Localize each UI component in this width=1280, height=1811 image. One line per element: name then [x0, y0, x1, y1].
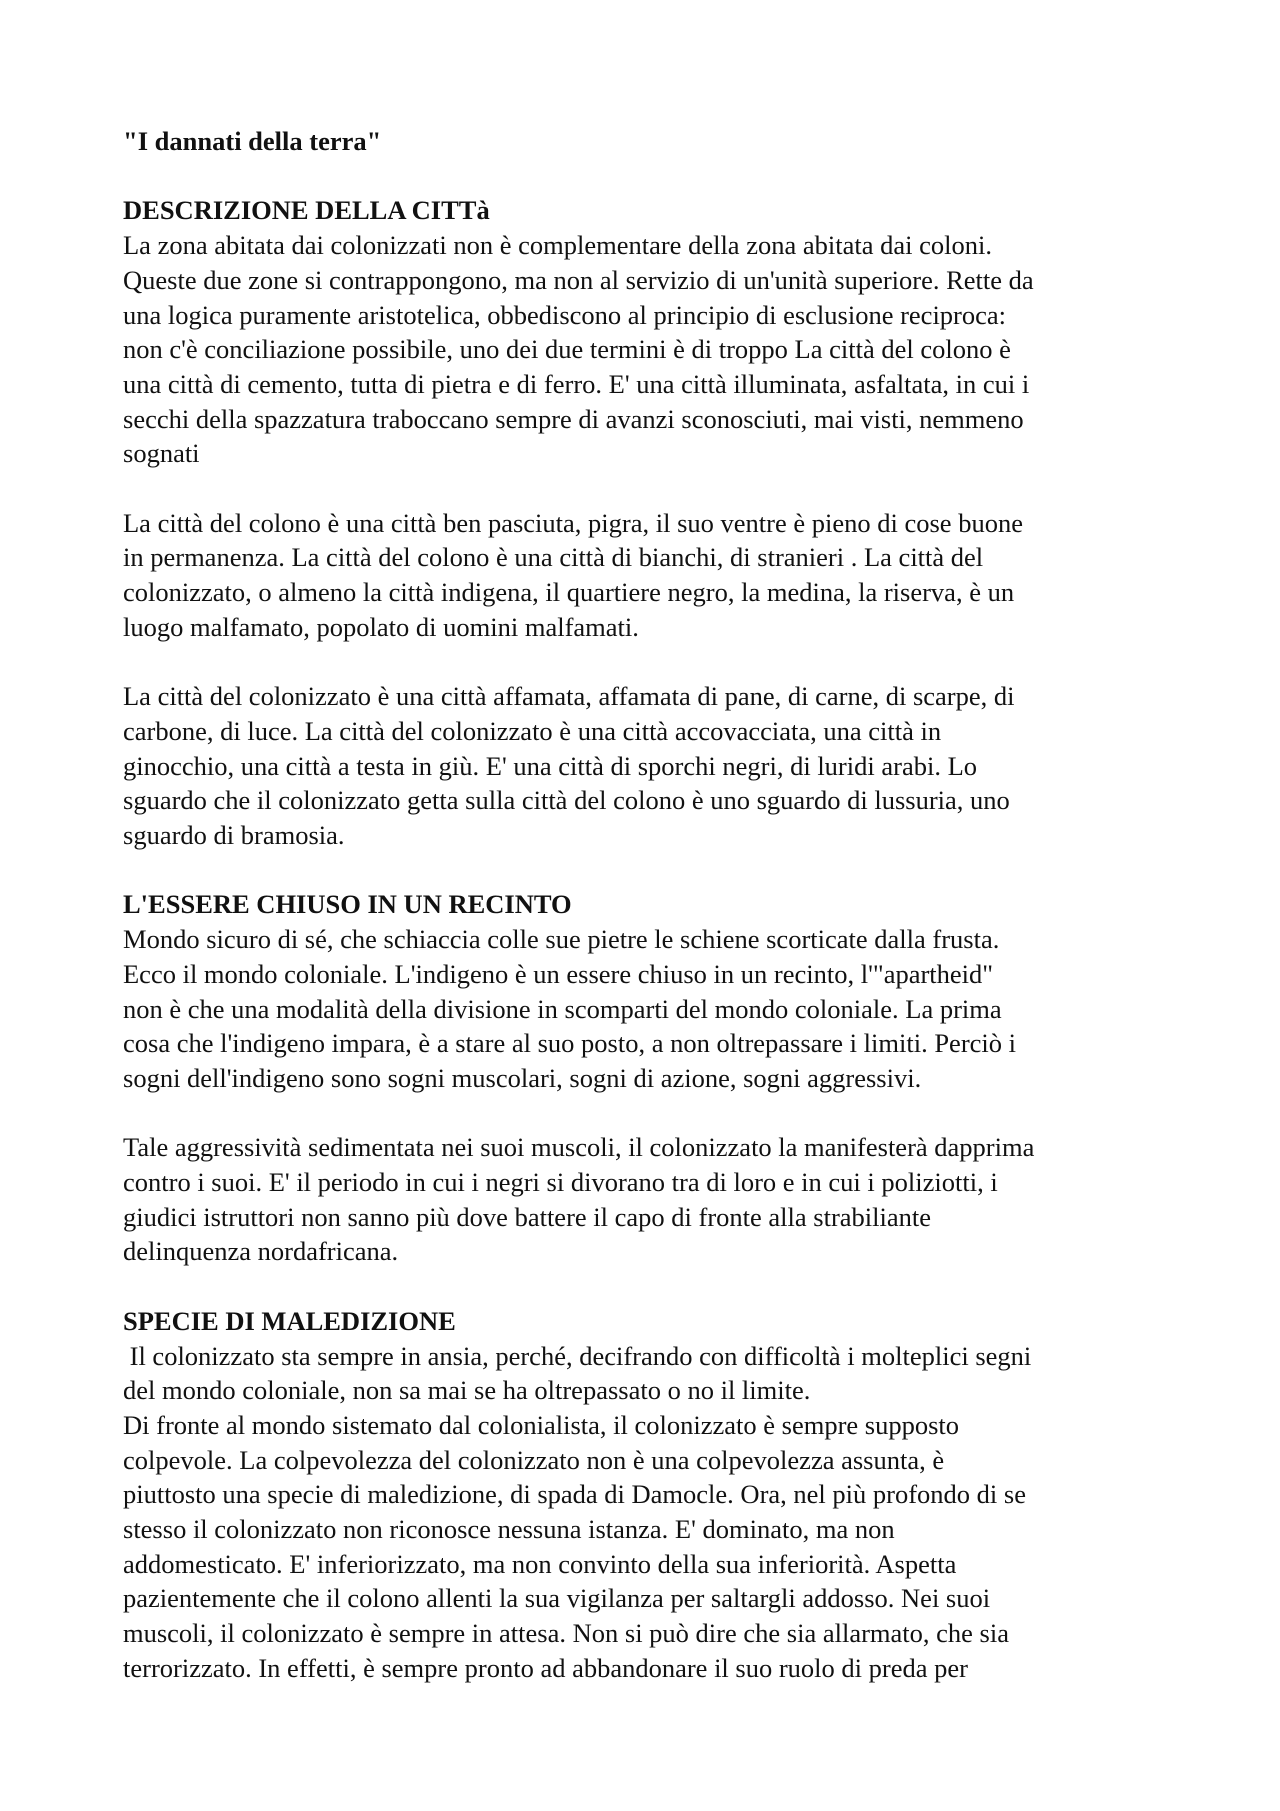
section-heading: SPECIE DI MALEDIZIONE — [123, 1305, 456, 1336]
text-line: in permanenza. La città del colono è una città di bianchi, di stranieri . La città del — [123, 542, 984, 573]
text-line: colpevole. La colpevolezza del colonizzato non è una colpevolezza assunta, è — [123, 1444, 945, 1475]
text-line: sguardo che il colonizzato getta sulla città del colono è uno sguardo di lussuria, uno — [123, 785, 1010, 816]
text-line: non è che una modalità della divisione in scomparti del mondo coloniale. La prima — [123, 993, 1002, 1024]
section — [123, 193, 1170, 887]
text-line: secchi della spazzatura traboccano sempre di avanzi sconosciuti, mai visti, nemmeno — [123, 403, 1024, 434]
section-heading: L'ESSERE CHIUSO IN UN RECINTO — [123, 889, 572, 920]
text-line: delinquenza nordafricana. — [123, 1236, 399, 1267]
text-line: luogo malfamato, popolato di uomini malfamati. — [123, 611, 639, 642]
text-line: sguardo di bramosia. — [123, 820, 345, 851]
text-line: La zona abitata dai colonizzati non è complementare della zona abitata dai coloni. — [123, 230, 992, 261]
text-line: colonizzato, o almeno la città indigena, il quartiere negro, la medina, la riserva, è un — [123, 577, 1015, 608]
document-body — [123, 193, 1170, 1685]
text-line: piuttosto una specie di maledizione, di spada di Damocle. Ora, nel più profondo di se — [123, 1479, 1026, 1510]
text-line: Il colonizzato sta sempre in ansia, perché, decifrando con difficoltà i molteplici segni — [123, 1340, 1032, 1371]
text-line: Queste due zone si contrappongono, ma non al servizio di un'unità superiore. Rette da — [123, 264, 1034, 295]
text-line: Mondo sicuro di sé, che schiaccia colle sue pietre le schiene scorticate dalla frusta. — [123, 924, 1000, 955]
paragraph — [123, 922, 1170, 1096]
paragraph — [123, 1130, 1170, 1269]
paragraph — [123, 1339, 1170, 1686]
text-line: Tale aggressività sedimentata nei suoi muscoli, il colonizzato la manifesterà dapprima — [123, 1132, 1035, 1163]
paragraph — [123, 679, 1170, 853]
text-line: una città di cemento, tutta di pietra e di ferro. E' una città illuminata, asfaltata, in cui i — [123, 368, 1030, 399]
text-line: La città del colono è una città ben pasciuta, pigra, il suo ventre è pieno di cose buone — [123, 507, 1023, 538]
text-line: muscoli, il colonizzato è sempre in attesa. Non si può dire che sia allarmato, che sia — [123, 1618, 1009, 1649]
text-line: carbone, di luce. La città del colonizzato è una città accovacciata, una città in — [123, 715, 942, 746]
text-line: stesso il colonizzato non riconosce nessuna istanza. E' dominato, ma non — [123, 1514, 895, 1545]
text-line: sognati — [123, 438, 200, 469]
document-title: "I dannati della terra" — [123, 126, 382, 156]
text-line: contro i suoi. E' il periodo in cui i negri si divorano tra di loro e in cui i poliziotti, i — [123, 1167, 998, 1198]
text-line: non c'è conciliazione possibile, uno dei due termini è di troppo La città del colono è — [123, 334, 1011, 365]
text-line: giudici istruttori non sanno più dove battere il capo di fronte alla strabiliante — [123, 1201, 932, 1232]
section — [123, 1304, 1170, 1686]
text-line: La città del colonizzato è una città affamata, affamata di pane, di carne, di scarpe, di — [123, 681, 1015, 712]
text-line: Di fronte al mondo sistemato dal colonialista, il colonizzato è sempre supposto — [123, 1409, 960, 1440]
text-line: del mondo coloniale, non sa mai se ha oltrepassato o no il limite. — [123, 1375, 811, 1406]
paragraph — [123, 228, 1170, 471]
text-line: una logica puramente aristotelica, obbediscono al principio di esclusione reciproca: — [123, 299, 1007, 330]
text-line: Ecco il mondo coloniale. L'indigeno è un essere chiuso in un recinto, l'"apartheid" — [123, 958, 994, 989]
section — [123, 887, 1170, 1303]
text-line: terrorizzato. In effetti, è sempre pronto ad abbandonare il suo ruolo di preda per — [123, 1652, 968, 1683]
section-heading: DESCRIZIONE DELLA CITTà — [123, 195, 490, 226]
text-line: sogni dell'indigeno sono sogni muscolari, sogni di azione, sogni aggressivi. — [123, 1062, 922, 1093]
text-line: cosa che l'indigeno impara, è a stare al suo posto, a non oltrepassare i limiti. Perciò i — [123, 1028, 1017, 1059]
paragraph — [123, 506, 1170, 645]
text-line: pazientemente che il colono allenti la sua vigilanza per saltargli addosso. Nei suoi — [123, 1583, 991, 1614]
text-line: ginocchio, una città a testa in giù. E' una città di sporchi negri, di luridi arabi. Lo — [123, 750, 978, 781]
text-line: addomesticato. E' inferiorizzato, ma non convinto della sua inferiorità. Aspetta — [123, 1548, 957, 1579]
